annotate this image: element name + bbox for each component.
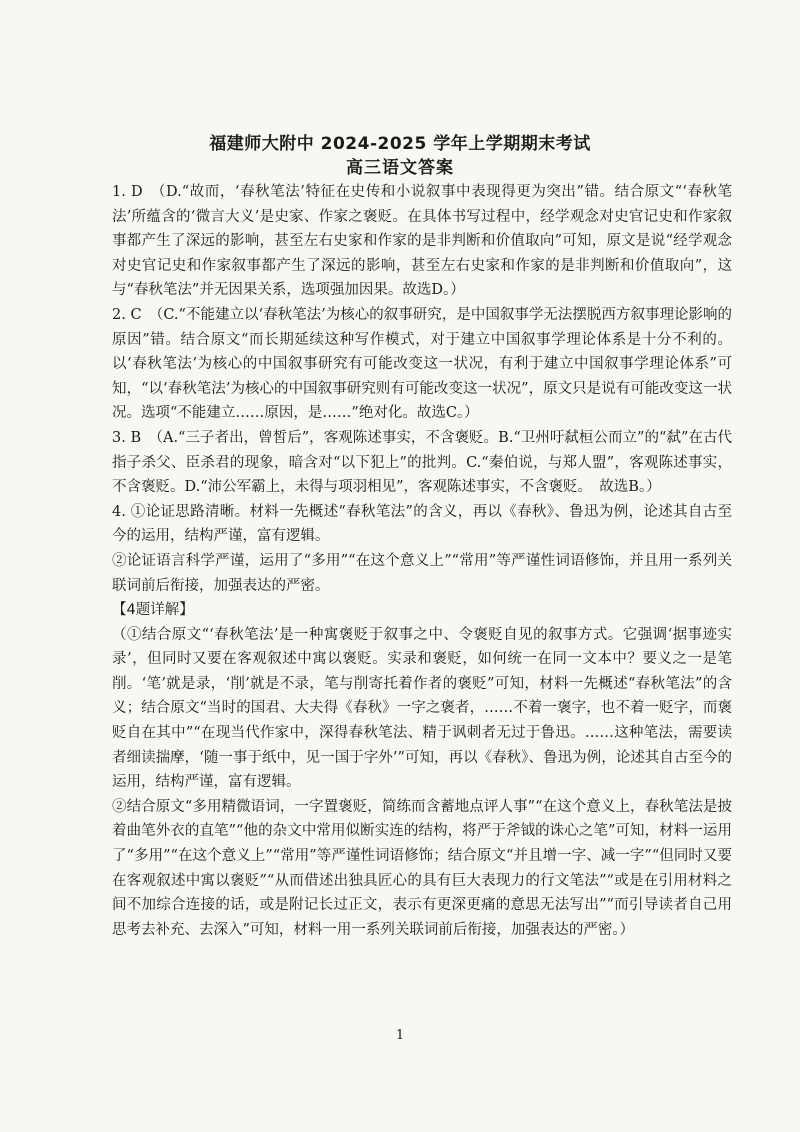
answer-2: 2. C （C.“不能建立以‘春秋笔法’为核心的叙事研究，是中国叙事学无法摆脱西方叙事理论影响的原因”错。结合原文“而长期延续这种写作模式，对于建立中国叙事学理论体系是十分不利的。以‘春秋笔法’为核心的中国叙事研究有可能改变这一状况，有利于建立中国叙事学理论体系”可知，“以‘春秋笔法’为核心的中国叙事研究则有可能改变这一状况”，原文只是说有可能改变这一状况。选项“不能建立……原因，是……”绝对化。故选C。） bbox=[112, 306, 732, 422]
answer-body bbox=[112, 180, 732, 942]
page-title: 福建师大附中 2024-2025 学年上学期期末考试 bbox=[209, 134, 591, 154]
answer-3: 3. B （A.“三子者出，曾皙后”，客观陈述事实，不含褒贬。B.“卫州吁弑桓公而立”的“弑”在古代指子杀父、臣杀君的现象，暗含对“以下犯上”的批判。C.“秦伯说，与郑人盟”，客观陈述事实，不含褒贬。D.“沛公军霸上，未得与项羽相见”，客观陈述事实，不含褒贬。 故选B。） bbox=[112, 429, 732, 496]
question-4-detail: （①结合原文“‘春秋笔法’是一种寓褒贬于叙事之中、令褒贬自见的叙事方式。它强调‘据事迹实录’，但同时又要在客观叙述中寓以褒贬。实录和褒贬，如何统一在同一文本中？要义之一是笔削。‘笔’就是录，‘削’就是不录，笔与削寄托着作者的褒贬”可知，材料一先概述“春秋笔法”的含义；结合原文“当时的国君、大夫得《春秋》一字之褒者，……不着一褒字，也不着一贬字，而褒贬自在其中”“在现当代作家中，深得春秋笔法、精于讽刺者无过于鲁迅。……这种笔法，需要读者细读揣摩，‘随一事于纸中，见一国于字外’”可知，再以《春秋》、鲁迅为例，论述其自古至今的运用，结构严谨，富有逻辑。 ②结合原文“多用精微语词，一字置褒贬，简练而含蓄地点评人事”“在这个意义上，春秋笔法是披着曲笔外衣的直笔”“他的杂文中常用似断实连的结构，将严于斧钺的诛心之笔”可知，材料一运用了“多用”“在这个意义上”“常用”等严谨性词语修饰；结合原文“并且增一字、减一字”“但同时又要在客观叙述中寓以褒贬”“从而借述出独具匠心的具有巨大表现力的行文笔法”“或是在引用材料之间不加综合连接的话，或是附记长过正文，表示有更深更痛的意思无法写出”“而引导读者自己用思考去补充、去深入”可知，材料一用一系列关联词前后衔接，加强表达的严密。） bbox=[112, 626, 732, 938]
page-number: 1 bbox=[395, 1028, 405, 1043]
question-4-detail-heading: 【4题详解】 bbox=[112, 602, 194, 619]
answer-4: 4. ①论证思路清晰。材料一先概述“春秋笔法”的含义，再以《春秋》、鲁迅为例，论述其自古至今的运用，结构严谨，富有逻辑。 ②论证语言科学严谨，运用了“多用”“在这个意义上”“常用”等严谨性词语修饰，并且用一系列关联词前后衔接，加强表达的严密。 bbox=[112, 503, 732, 594]
header bbox=[0, 132, 800, 180]
answer-1: 1. D （D.“故而，‘春秋笔法’特征在史传和小说叙事中表现得更为突出”错。结合原文“‘春秋笔法’所蕴含的‘微言大义’是史家、作家之褒贬。在具体书写过程中，经学观念对史官记史和作家叙事都产生了深远的影响，甚至左右史家和作家的是非判断和价值取向”可知，原文是说“经学观念对史官记史和作家叙事都产生了深远的影响，甚至左右史家和作家的是非判断和价值取向”，这与“春秋笔法”并无因果关系，选项强加因果。故选D。） bbox=[112, 184, 732, 299]
page-subtitle: 高三语文答案 bbox=[346, 158, 454, 178]
